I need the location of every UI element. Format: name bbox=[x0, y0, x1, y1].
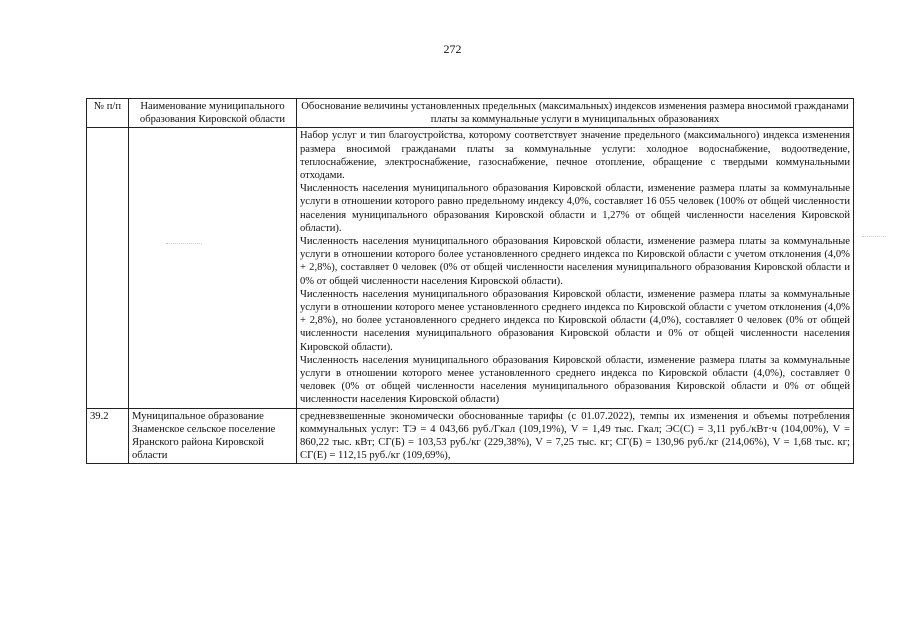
row-municipality-name bbox=[129, 128, 297, 408]
justification-paragraph: Численность населения муниципального образования Кировской области, изменение размера платы за коммунальные услуги в отношении которого более установленного среднего индекса по Кировской области с учетом отклонения (4,0% + 2,8%), составляет 0 человек (0% от общей численности населения муниципального образования Кировской области и 0% от общей численности населения Кировской области). bbox=[300, 236, 850, 287]
justification-paragraph: Набор услуг и тип благоустройства, которому соответствует значение предельного (максимального) индекса изменения размера вносимой гражданами платы за коммунальные услуги: холодное водоснабжение, водоотведение, теплоснабжение, электроснабжение, газоснабжение, печное отопление, обращение с твердыми коммунальными отходами. bbox=[300, 130, 850, 182]
header-municipality-name: Наименование муниципального образования Кировской области bbox=[129, 99, 297, 128]
scan-artifact bbox=[862, 236, 886, 238]
table-header-row bbox=[87, 99, 854, 128]
row-number: 39.2 bbox=[87, 408, 129, 464]
header-number: № п/п bbox=[87, 99, 129, 128]
indices-table bbox=[86, 98, 854, 464]
justification-paragraph: Численность населения муниципального образования Кировской области, изменение размера платы за коммунальные услуги в отношении которого менее установленного среднего индекса по Кировской области (4,0%), составляет 0 человек (0% от общей численности населения муниципального образования Кировской области и 0% от общей численности населения Кировской области) bbox=[300, 354, 850, 406]
justification-paragraph: средневзвешенные экономически обоснованные тарифы (с 01.07.2022), темпы их изменения и объемы потребления коммунальных услуг: ТЭ = 4 043,66 руб./Гкал (109,19%), V = 1,49 тыс. Гкал; ЭС(С) = 3,11 руб./кВт·ч (104,00%), V = 860,22 тыс. кВт; СГ(Б) = 103,53 руб./кг (229,38%), V = 7,25 тыс. кг; СГ(Б) = 130,96 руб./кг (214,06%), V = 1,68 тыс. кг; СГ(Е) = 112,15 руб./кг (109,69%), bbox=[300, 410, 850, 462]
table-row bbox=[87, 408, 854, 464]
justification-paragraph: Численность населения муниципального образования Кировской области, изменение размера платы за коммунальные услуги в отношении которого менее установленного среднего индекса по Кировской области с учетом отклонения (4,0% + 2,8%), но более установленного среднего индекса по Кировской области (4,0%), составляет 0 человек (0% от общей численности населения муниципального образования Кировской области и 0% от общей численности населения Кировской области). bbox=[300, 288, 850, 353]
header-justification: Обоснование величины установленных предельных (максимальных) индексов изменения размера вносимой гражданами платы за коммунальные услуги в муниципальных образованиях bbox=[297, 99, 854, 128]
justification-paragraph: Численность населения муниципального образования Кировской области, изменение размера платы за коммунальные услуги в отношении которого равно предельному индексу 4,0%, составляет 16 055 человек (100% от общей численности населения муниципального образования Кировской области и 1,27% от общей численности населения Кировской области). bbox=[300, 183, 850, 234]
row-number bbox=[87, 128, 129, 408]
page-number: 272 bbox=[443, 42, 462, 56]
row-municipality-name: Муниципальное образование Знаменское сельское поселение Яранского района Кировской области bbox=[129, 408, 297, 464]
table-row bbox=[87, 128, 854, 408]
row-justification bbox=[297, 408, 854, 464]
row-justification bbox=[297, 128, 854, 408]
